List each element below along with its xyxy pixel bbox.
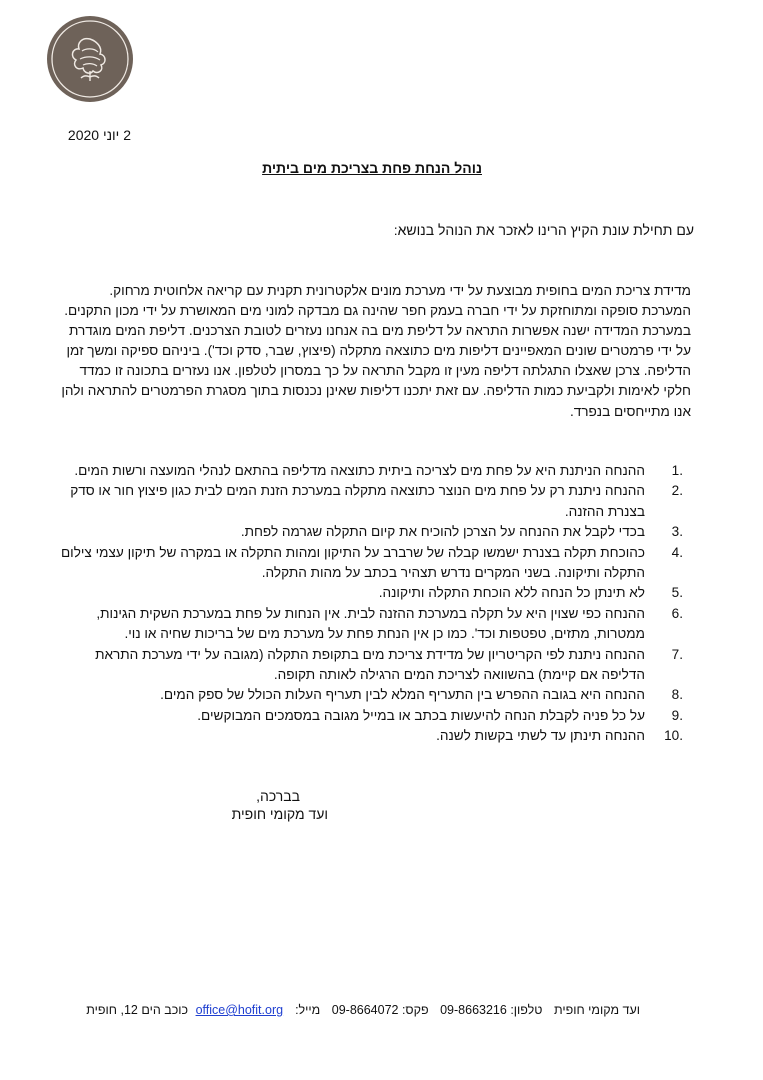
intro-line: עם תחילת עונת הקיץ הרינו לאזכר את הנוהל בנושא:: [393, 222, 694, 238]
closing-greeting: בברכה,: [256, 788, 300, 804]
body-text: [60, 281, 691, 422]
footer-email-link[interactable]: office@hofit.org: [195, 1003, 284, 1017]
list-item-text: ההנחה תינתן עד לשתי בקשות לשנה.: [436, 728, 645, 744]
footer-email-label: מייל:: [295, 1003, 321, 1017]
footer-phone: טלפון: 09-8663216: [440, 1003, 543, 1017]
list-item-text: ההנחה ניתנת לפי הקריטריון של מדידת צריכת מים בתקופת התקלה (מגובה על ידי מערכת התראת הדליפה אם קיימת) בהשוואה לצריכת המים הרגילה לאותה תקופה.: [95, 646, 645, 683]
list-item: [60, 685, 683, 705]
list-item-number: 3.: [671, 524, 683, 540]
list-item-number: 2.: [671, 483, 683, 499]
list-item-number: 8.: [671, 687, 683, 703]
list-item-number: 1.: [671, 463, 683, 478]
list-item: [60, 583, 683, 603]
list-item: [60, 645, 683, 686]
body-paragraph-1: מדידת צריכת המים בחופית מבוצעת על ידי מערכת מונים אלקטרונית תקנית עם קריאה אלחוטית מרחוק. המערכת סופקה ומתוחזקת על ידי חברה בעמק חפר שהינה גם מבדקה למוני מים המאושרת על ידי מכון התקנים.: [64, 283, 691, 319]
footer: [0, 1003, 640, 1017]
list-item-number: 6.: [671, 605, 683, 621]
list-item: [60, 706, 683, 726]
flower-emblem-icon: [46, 15, 134, 103]
list-item: [60, 543, 683, 584]
footer-fax: פקס: 09-8664072: [331, 1003, 429, 1017]
body-paragraph-2: במערכת המדידה ישנה אפשרות התראה על דליפת מים בה אנחנו נעזרים לטובת הצרכנים. דליפת המים מוגדרת על ידי פרמטרים שונים המאפיינים דליפות מים כתוצאה מתקלה (פיצוץ, שבר, סדק וכד'). ביניהם ספיקה ומשך זמן הדליפה. צרכן שאצלו התגלתה דליפה מעין זו מקבל התראה על כך במסרון לטלפון. אנו נעזרים בתכונה זו כמדד חלקי לאימות ולקביעת כמות הדליפה. עם זאת יתכנו דליפות שאינן נכנסות בתוך מסגרת הפרמטרים להתראה ולהן אנו מתייחסים בנפרד.: [61, 323, 691, 419]
list-item-text: על כל פניה לקבלת הנחה להיעשות בכתב או במייל מגובה במסמכים המבוקשים.: [197, 707, 645, 723]
list-item: [60, 522, 683, 542]
signature: ועד מקומי חופית: [231, 806, 328, 822]
list-item-text: כהוכחת תקלה בצנרת ישמשו קבלה של שרברב על התיקון ומהות התקלה או במקרה של תיקון עצמי צילום התקלה ותיקונה. בשני המקרים נדרש תצהיר בכתב על מהות התקלה.: [60, 544, 645, 581]
list-item-number: 4.: [671, 544, 683, 560]
rules-list: [60, 461, 683, 747]
list-item-text: ההנחה הניתנת היא על פחת מים לצריכה ביתית כתוצאה מדליפה בהתאם לנהלי המועצה ורשות המים.: [74, 463, 645, 478]
list-item-number: 5.: [671, 585, 683, 601]
page-title: נוהל הנחת פחת בצריכת מים ביתית: [262, 160, 482, 176]
list-item-text: ההנחה כפי שצוין היא על תקלה במערכת ההזנה לבית. אין הנחות על פחת במערכת השקית הגינות, ממטרות, מתזים, טפטפות וכד'. כמו כן אין הנחת פחת על מערכת מים של בריכות שחיה או נוי.: [96, 605, 645, 642]
list-item: [60, 461, 683, 481]
list-item-number: 7.: [671, 646, 683, 662]
letter-date: 2 יוני 2020: [67, 127, 131, 143]
list-item-text: ההנחה ניתנת רק על פחת מים הנוצר כתוצאה מתקלה במערכת הזנת המים לבית כגון פיצוץ חור או סדק בצנרת ההזנה.: [70, 483, 645, 519]
footer-org: ועד מקומי חופית: [553, 1003, 640, 1017]
list-item: [60, 604, 683, 645]
hofit-logo: [46, 15, 134, 103]
list-item-number: 9.: [671, 707, 683, 723]
list-item-text: לא תינתן כל הנחה ללא הוכחת התקלה ותיקונה.: [378, 585, 645, 601]
footer-address: כוכב הים 12, חופית: [86, 1003, 189, 1017]
list-item: [60, 481, 683, 522]
list-item-text: בכדי לקבל את ההנחה על הצרכן להוכיח את קיום התקלה שגרמה לפחת.: [240, 524, 645, 540]
list-item-text: ההנחה היא בגובה ההפרש בין התעריף המלא לבין תעריף העלות הכולל של ספק המים.: [160, 687, 645, 703]
list-item-number: 10.: [664, 728, 683, 744]
list-item: [60, 726, 683, 746]
